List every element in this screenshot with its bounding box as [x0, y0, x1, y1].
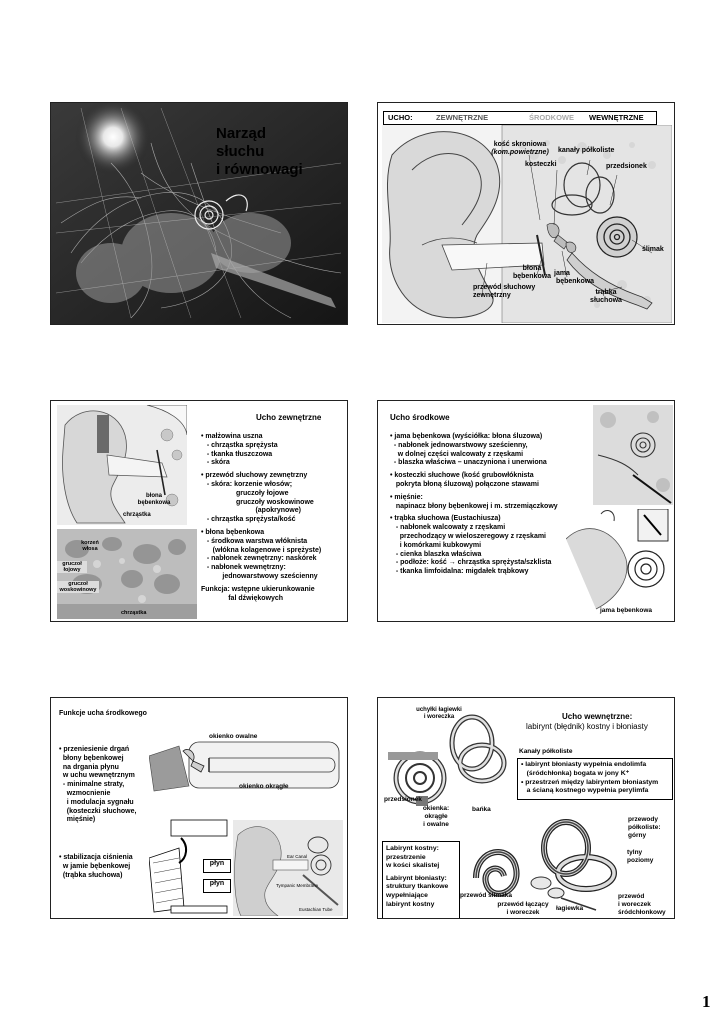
slide-4-title: Ucho środkowe — [390, 413, 450, 422]
text-line: mięśnie) — [59, 816, 96, 824]
text-line: błony bębenkowej — [59, 754, 124, 762]
label-lagiewka: łagiewka — [556, 905, 584, 912]
text-line: w jamie bębenkowej — [59, 862, 131, 870]
text-line: jednowarstwowy sześcienny — [201, 572, 318, 580]
text-line: labirynt kostny — [386, 900, 435, 908]
label-chrzastka: chrząstka — [123, 512, 151, 518]
text-line: - tkanka limfoidalna: migdałek trąbkowy — [390, 568, 529, 576]
label-text: śródchłonkowy — [618, 909, 666, 916]
label-uchylki — [404, 707, 474, 721]
label-text: woskowinowy — [59, 587, 97, 593]
text-line: - środkowa warstwa włóknista — [201, 537, 308, 545]
text-line: - chrząstka sprężysta/kość — [201, 516, 296, 524]
slide-4-text — [390, 433, 558, 577]
header-wewnetrzne: WEWNĘTRZNE — [589, 113, 644, 122]
label-text: okrągłe — [424, 813, 448, 820]
text-line: • jama bębenkowa (wyściółka: błona śluzowa) — [390, 433, 543, 440]
label-chrzastka-histology: chrząstka — [121, 610, 147, 616]
text-line: przechodzący w wieloszeregowy z rzęskami — [390, 532, 547, 540]
label-text: półkoliste: — [628, 824, 661, 831]
text-line: - nabłonek jednowarstwowy sześcienny, — [390, 441, 528, 449]
label-text: zewnętrzny — [473, 292, 511, 299]
label-text: błona — [146, 493, 162, 499]
text-line: - tkanka tłuszczowa — [201, 450, 273, 458]
ear-overview-image — [233, 820, 343, 916]
text-line: • trąbka słuchowa (Eustachiusza) — [390, 515, 501, 523]
text-line: • labirynt błoniasty wypełnia endolimfa — [521, 761, 647, 768]
label-text: tylny — [627, 849, 643, 856]
text-line: - skóra — [201, 459, 230, 467]
outer-ear-image — [57, 405, 187, 525]
title-line: Narząd — [216, 125, 267, 142]
label-jama-bebenkowa — [554, 270, 596, 286]
header-ucho: UCHO: — [388, 113, 413, 122]
fluid-box-2 — [203, 879, 231, 893]
text-line: w uchu wewnętrznym — [59, 772, 135, 780]
text-line: (kosteczki słuchowe, — [59, 807, 137, 815]
text-line: • przewód słuchowy zewnętrzny — [201, 472, 308, 480]
fluid-box-1 — [203, 859, 231, 873]
eustachian-tube-image — [566, 509, 674, 619]
label-text: okienka: — [422, 805, 450, 812]
text-line: Labirynt kostny: — [386, 845, 439, 852]
text-line: Labirynt błoniasty: — [386, 874, 447, 882]
text-line: • błona bębenkowa — [201, 528, 265, 536]
label-text: uchyłki łagiewki — [416, 707, 462, 713]
text-line: napinacz błony bębenkowej i m. strzemiączkowy — [390, 502, 558, 510]
label-text: i owalne — [423, 821, 449, 828]
label-text: i woreczek — [506, 909, 540, 916]
text-line: • stabilizacja ciśnienia — [59, 854, 133, 861]
label-tylny-poziomy — [627, 849, 653, 865]
endolymph-info-text — [521, 761, 658, 796]
text-line: (trąbka słuchowa) — [59, 871, 123, 879]
slide-1 — [50, 102, 348, 325]
text-line: na drgania płynu — [59, 763, 119, 771]
slide-5-text-b — [59, 854, 133, 880]
label-okienko-owalne: okienko owalne — [209, 733, 258, 740]
label-text: górny — [628, 832, 647, 839]
label-okienko-okragle: okienko okrągłe — [239, 783, 289, 790]
label-przewod-sluchowy — [473, 284, 535, 300]
text-line: i komórkami kubkowymi — [390, 541, 482, 549]
label-text: kość skroniowa — [493, 141, 547, 148]
labyrinth-definition-text — [386, 845, 448, 909]
text-line: - cienka blaszka właściwa — [390, 550, 482, 558]
text-line: Funkcja: wstępne ukierunkowanie — [201, 585, 315, 593]
text-line: wzmocnienie — [59, 789, 111, 797]
fluid-label: płyn — [209, 880, 225, 887]
label-text: słuchowa — [590, 297, 622, 304]
text-line: gruczoły łojowe — [201, 489, 289, 497]
label-tympanic-membrane: Tympanic Membrane — [276, 883, 319, 888]
label-korzen-wlosa — [77, 540, 103, 552]
label-jama-bebenkowa: jama bębenkowa — [600, 607, 653, 614]
label-banka: bańka — [472, 806, 491, 813]
label-przedsionek: przedsionek — [606, 163, 647, 170]
label-kanaly-polkoliste: Kanały półkoliste — [519, 748, 573, 755]
label-przewod-slimaka: przewód ślimaka — [460, 892, 513, 899]
text-line: • mięśnie: — [390, 493, 423, 501]
text-line: - minimalne straty, — [59, 781, 125, 789]
text-line: struktury tkankowe — [386, 883, 449, 891]
label-kosc-skroniowa — [490, 141, 550, 157]
text-line: wypełniające — [386, 891, 428, 899]
slide-1-title — [216, 125, 336, 179]
label-text: bębenkowa — [512, 273, 552, 280]
label-eustachian-tube: Eustachian Tube — [299, 907, 333, 912]
slide-4 — [377, 400, 675, 622]
label-slimak: ślimak — [642, 246, 664, 253]
label-text: poziomy — [627, 857, 654, 864]
label-text: przewód słuchowy — [473, 284, 536, 291]
text-line: (włókna kolagenowe i sprężyste) — [201, 546, 322, 554]
text-line: (śródchłonka) bogata w jony K⁺ — [521, 769, 630, 777]
slide-3 — [50, 400, 348, 622]
fluid-label: płyn — [209, 860, 225, 867]
slide-5 — [50, 697, 348, 919]
text-line: w dolnej części walcowaty z rzęskami — [390, 450, 524, 458]
label-text: i woreczek — [618, 901, 651, 908]
label-gruczol-woskowinowy — [57, 581, 99, 593]
text-line: w kości skalistej — [386, 862, 440, 870]
label-text: gruczoł — [62, 561, 82, 567]
label-okienka — [418, 805, 454, 829]
label-przewod-srodchlonkowy — [618, 893, 666, 917]
label-trabka-sluchowa — [586, 289, 626, 305]
text-line: • małżowina uszna — [201, 433, 263, 440]
label-text: przewód łączący — [497, 901, 549, 908]
text-line: i modulacja sygnału — [59, 798, 134, 806]
label-text: bębenkowa — [137, 500, 171, 506]
slide-2 — [377, 102, 675, 325]
endolymph-info-box — [517, 758, 673, 800]
label-text: gruczoł — [68, 581, 88, 587]
text-line: • przestrzeń między labiryntem błoniastym — [521, 778, 659, 786]
text-line: - nabłonek zewnętrzny: naskórek — [201, 555, 317, 563]
label-przedsionek: przedsionek — [384, 796, 422, 803]
text-line: fal dźwiękowych — [201, 594, 284, 602]
label-text: przewody — [628, 816, 658, 823]
title-line: słuchu — [216, 143, 265, 160]
label-text: jama — [554, 270, 570, 277]
label-text: trąbka — [595, 289, 617, 296]
labyrinth-definition-box — [382, 841, 460, 919]
label-przewod-laczacy — [494, 901, 552, 917]
text-line: - skóra: korzenie włosów; — [201, 480, 293, 488]
label-text: błona — [522, 265, 542, 272]
text-line: • przeniesienie drgań — [59, 746, 130, 753]
slide-6-title-line1: Ucho wewnętrzne: — [562, 712, 633, 721]
text-line: pokryta błoną śluzową) połączone stawami — [390, 480, 539, 488]
label-text: przewód — [618, 893, 645, 900]
text-line: - podłoże: kość → chrząstka sprężysta/szklista — [390, 559, 552, 567]
label-text: korzeń — [81, 540, 99, 546]
slide-5-title: Funkcje ucha środkowego — [59, 710, 147, 717]
text-line: (apokrynowe) — [201, 507, 301, 515]
slide-6 — [377, 697, 675, 919]
header-srodkowe: ŚRODKOWE — [529, 113, 574, 122]
text-line: - nabłonek walcowaty z rzęskami — [390, 524, 506, 532]
label-text: i woreczka — [423, 714, 455, 720]
page-number: 1 — [702, 992, 711, 1011]
text-line: • kosteczki słuchowe (kość grubowłóknista — [390, 472, 534, 480]
label-blona-bebenkowa — [134, 493, 174, 507]
slide-6-title-line2: labirynt (błędnik) kostny i błoniasty — [526, 722, 648, 731]
label-blona-bebenkowa — [512, 265, 552, 281]
label-przewody-polkoliste — [628, 816, 661, 840]
text-line: - blaszka właściwa – unaczyniona i unerwiona — [390, 459, 547, 467]
label-gruczol-lojowy — [57, 561, 87, 573]
ucho-header — [383, 111, 657, 125]
text-line: gruczoły woskowinowe — [201, 498, 314, 506]
label-text: włosa — [82, 546, 98, 552]
text-line: przestrzenie — [386, 853, 426, 861]
label-text: łojowy — [63, 567, 81, 573]
text-line: - chrząstka sprężysta — [201, 441, 278, 449]
header-zewnetrzne: ZEWNĘTRZNE — [436, 113, 489, 122]
title-line: i równowagi — [216, 161, 303, 178]
text-line: a ścianą kostnego wypełnia perylimfa — [521, 787, 649, 795]
label-ear-canal: Ear Canal — [287, 854, 308, 859]
slide-3-text — [201, 433, 321, 603]
text-line: - nabłonek wewnętrzny: — [201, 564, 286, 572]
label-text: bębenkowa — [555, 278, 595, 285]
label-text: (kom.powietrzne) — [491, 149, 549, 156]
slide-5-text-a — [59, 746, 136, 825]
middle-ear-image — [593, 405, 673, 505]
label-kanaly-polkoliste: kanały półkoliste — [558, 147, 615, 154]
label-kosteczki: kosteczki — [525, 161, 557, 168]
slide-3-title: Ucho zewnętrzne — [256, 413, 322, 422]
